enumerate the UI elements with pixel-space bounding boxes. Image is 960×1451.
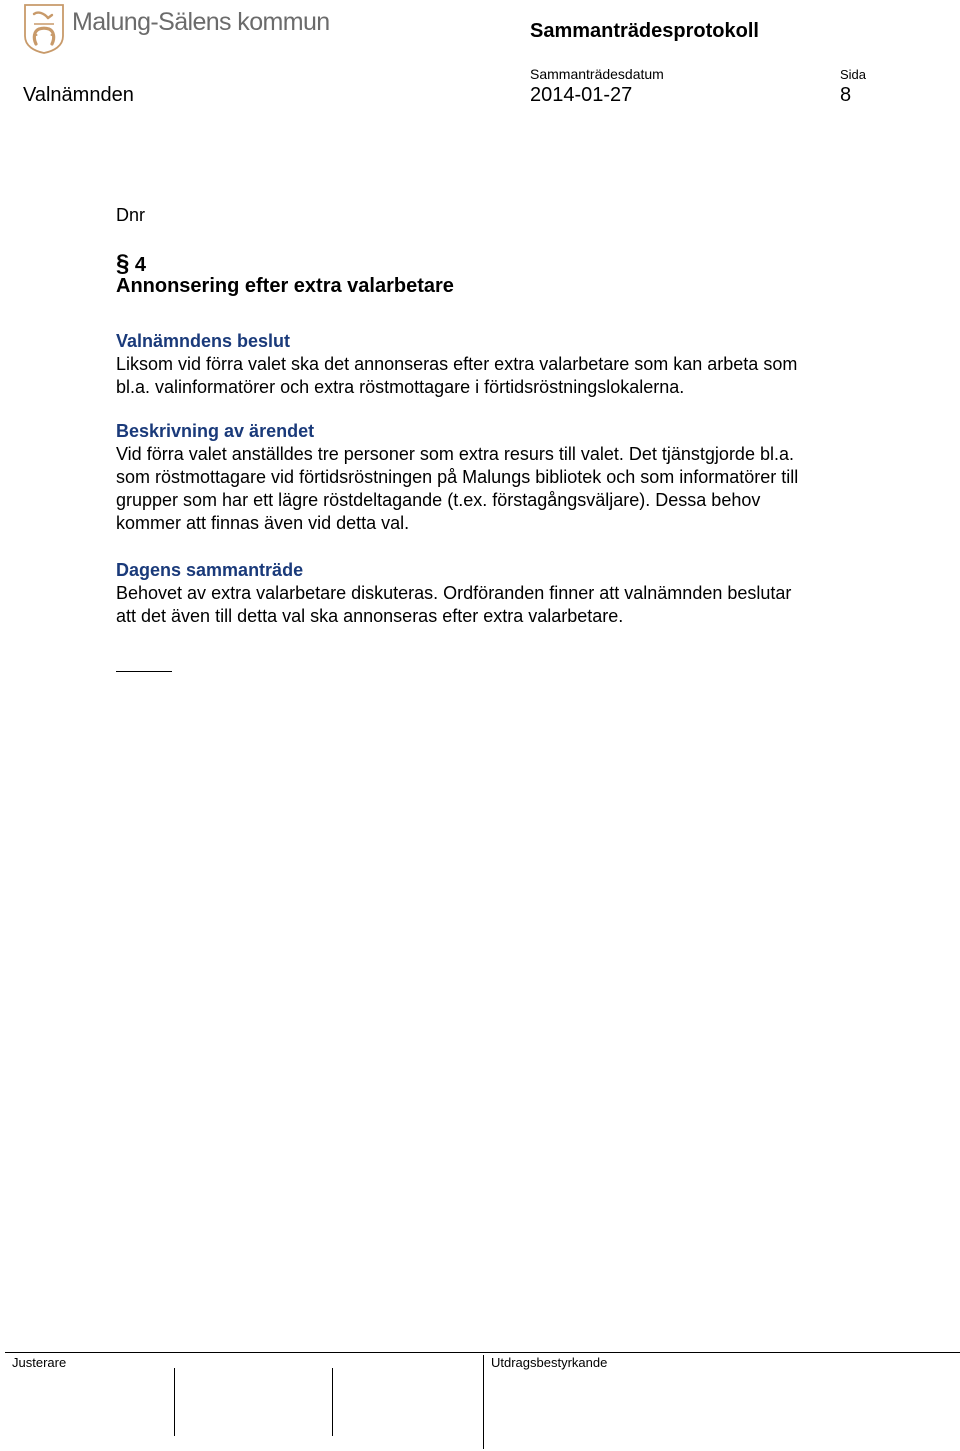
meeting-line: att det även till detta val ska annonseras efter extra valarbetare. [116, 606, 624, 626]
meeting-date-label: Sammanträdesdatum [530, 66, 664, 82]
page-label: Sida [840, 67, 867, 82]
section-number-line [116, 250, 146, 278]
decision-line: Liksom vid förra valet ska det annonseras efter extra valarbetare som kan arbeta som [116, 354, 798, 374]
decision-line: bl.a. valinformatörer och extra röstmottagare i förtidsröstningslokalerna. [116, 377, 685, 397]
description-line: grupper som har ett lägre röstdeltagande (t.ex. förstagångsväljare). Dessa behov [116, 490, 761, 510]
meeting-section [116, 559, 906, 628]
page-number: 8 [840, 84, 852, 106]
description-section [116, 420, 906, 535]
meeting-line: Behovet av extra valarbetare diskuteras. Ordföranden finner att valnämnden beslutar [116, 583, 792, 603]
decision-section [116, 330, 906, 399]
description-line: Vid förra valet anställdes tre personer som extra resurs till valet. Det tjänstgjorde bl.a. [116, 444, 794, 464]
meeting-heading: Dagens sammanträde [116, 560, 304, 580]
signature-divider [483, 1355, 484, 1449]
section-number: 4 [134, 254, 147, 276]
decision-heading: Valnämndens beslut [116, 331, 291, 351]
signature-divider [332, 1368, 333, 1436]
municipality-logo-text: Malung-Sälens kommun [72, 8, 330, 36]
description-line: som röstmottagare vid förtidsröstningen på Malungs bibliotek och som informatörer till [116, 467, 799, 487]
description-heading: Beskrivning av ärendet [116, 421, 315, 441]
municipality-crest-icon [22, 2, 66, 54]
extract-certification-label: Utdragsbestyrkande [491, 1355, 608, 1370]
meeting-date-value: 2014-01-27 [530, 84, 633, 106]
committee-name: Valnämnden [23, 84, 134, 106]
description-line: kommer att finnas även vid detta val. [116, 513, 410, 533]
signature-divider [174, 1368, 175, 1436]
case-title: Annonsering efter extra valarbetare [116, 275, 454, 297]
dnr-label: Dnr [116, 205, 146, 225]
section-sign: § [116, 250, 130, 277]
section-end-rule [116, 671, 172, 672]
document-title: Sammanträdesprotokoll [530, 20, 759, 42]
adjuster-label: Justerare [12, 1355, 67, 1370]
footer-divider [5, 1352, 960, 1353]
